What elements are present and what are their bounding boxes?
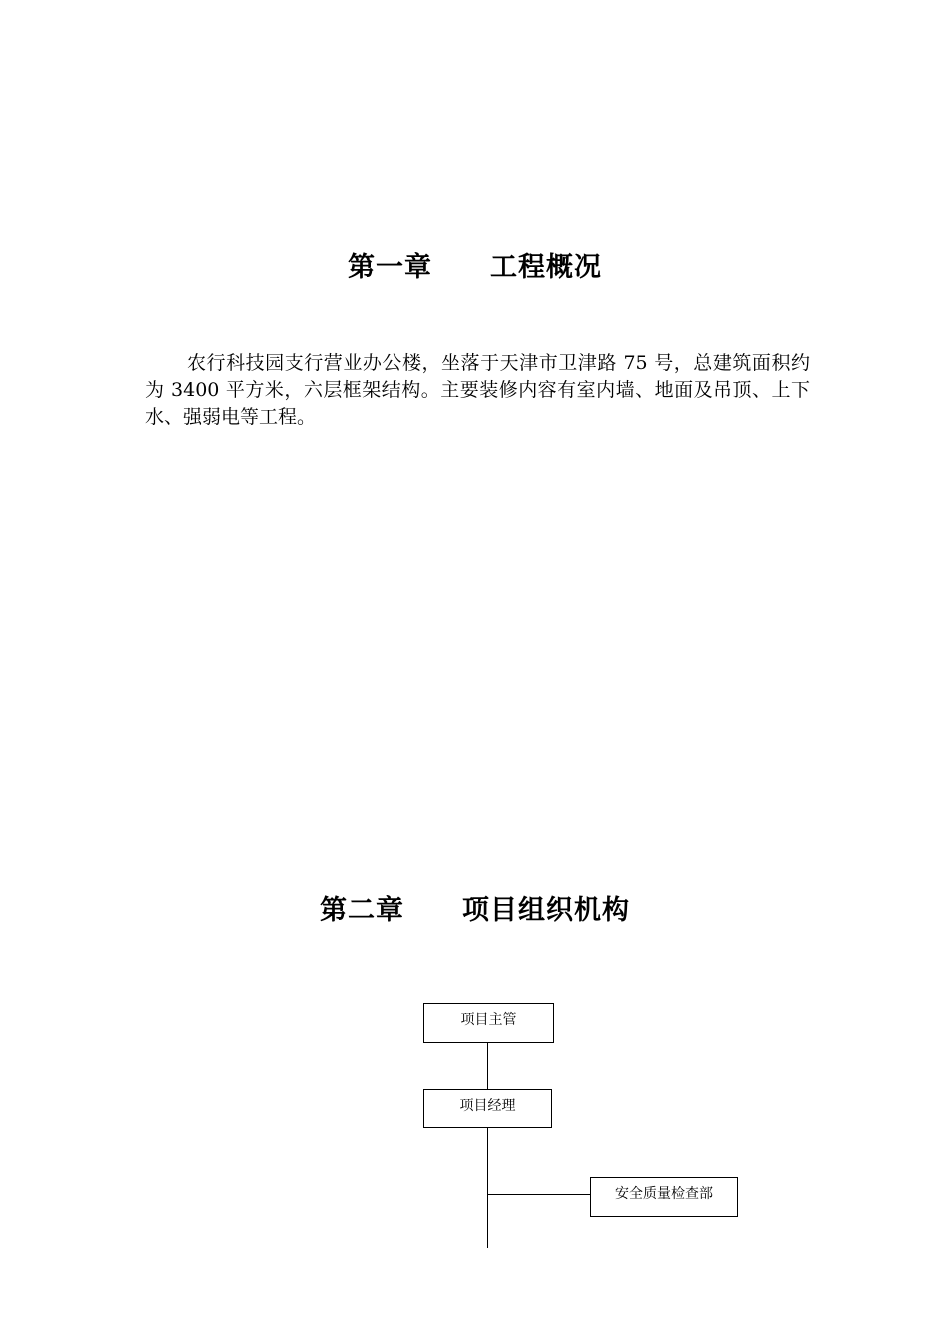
connector-to-safety-dept bbox=[487, 1194, 590, 1195]
org-node-manager bbox=[423, 1089, 552, 1128]
org-node-safety-dept bbox=[590, 1177, 738, 1217]
org-node-supervisor bbox=[423, 1003, 554, 1043]
org-node-safety-dept-label: 安全质量检查部 bbox=[615, 1186, 713, 1202]
overview-section bbox=[145, 350, 810, 431]
chapter-1-heading bbox=[0, 245, 950, 284]
chapter-2-heading bbox=[0, 888, 950, 927]
chapter-1-number: 第一章 bbox=[348, 252, 432, 283]
org-node-manager-label: 项目经理 bbox=[459, 1098, 516, 1114]
overview-paragraph: 农行科技园支行营业办公楼，坐落于天津市卫津路 75 号，总建筑面积约为 3400 平方米，六层框架结构。主要装修内容有室内墙、地面及吊顶、上下水、强弱电等工程。 bbox=[145, 352, 810, 428]
connector-supervisor-manager bbox=[487, 1043, 488, 1089]
chapter-2-title: 项目组织机构 bbox=[462, 895, 630, 926]
org-node-supervisor-label: 项目主管 bbox=[460, 1012, 517, 1028]
connector-manager-down bbox=[487, 1128, 488, 1248]
chapter-1-title: 工程概况 bbox=[490, 252, 602, 283]
chapter-2-number: 第二章 bbox=[320, 895, 404, 926]
